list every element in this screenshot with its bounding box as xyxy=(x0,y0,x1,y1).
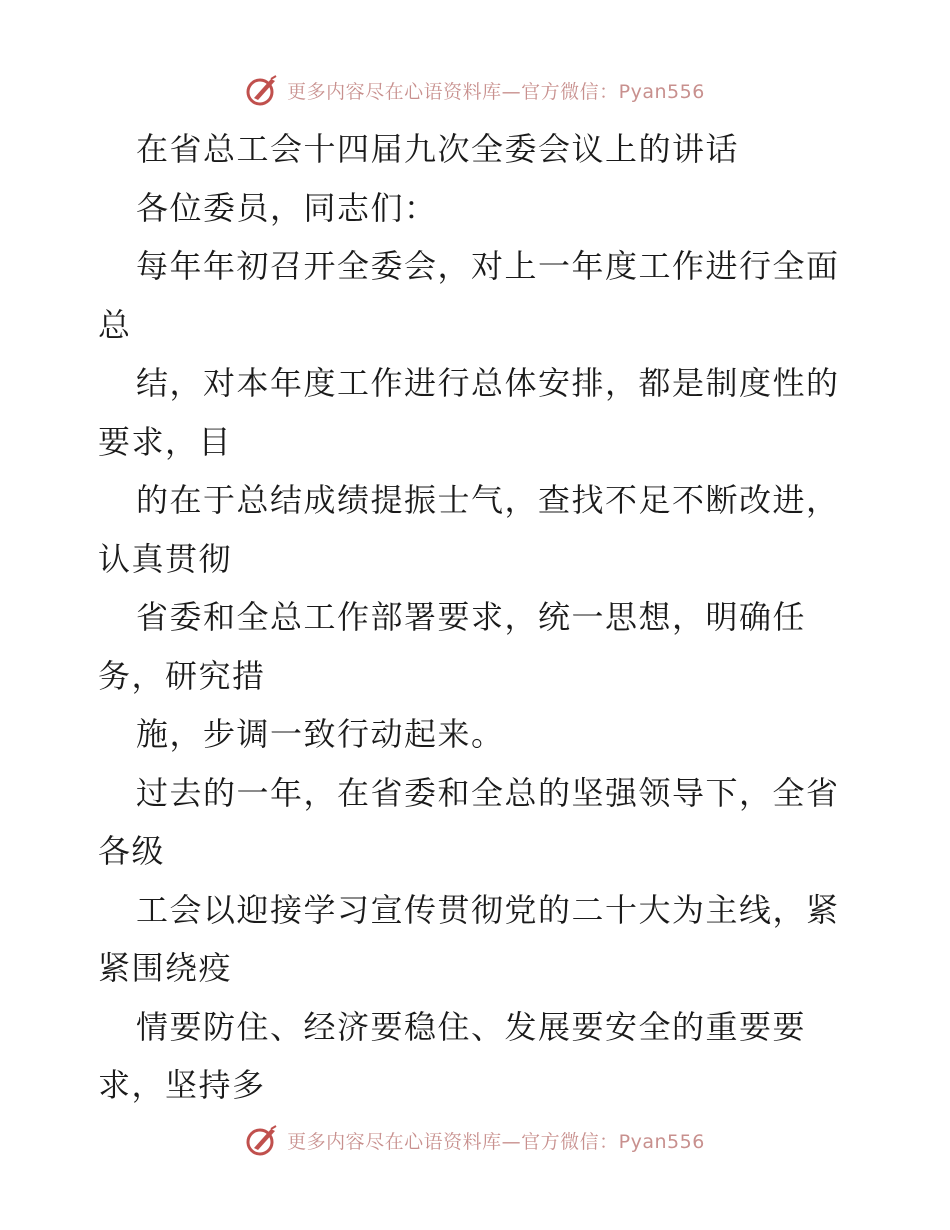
watermark-header xyxy=(0,70,950,110)
text-line: 的在于总结成绩提振士气，查找不足不断改进， xyxy=(136,481,840,519)
text-line: 在省总工会十四届九次全委会议上的讲话 xyxy=(136,130,740,168)
text-line: 求，坚持多 xyxy=(98,1066,266,1104)
text-line: 认真贯彻 xyxy=(98,539,233,578)
text-line: 要求，目 xyxy=(98,422,233,461)
text-line: 紧围绕疫 xyxy=(98,949,233,987)
watermark-text: 更多内容尽在心语资料库—官方微信：Pyan556 xyxy=(287,80,705,103)
text-line: 过去的一年，在省委和全总的坚强领导下，全省 xyxy=(136,773,840,812)
text-line: 总 xyxy=(98,305,132,344)
text-line: 每年年初召开全委会，对上一年度工作进行全面 xyxy=(136,247,840,285)
text-line: 务，研究措 xyxy=(98,656,266,695)
watermark-text: 更多内容尽在心语资料库—官方微信：Pyan556 xyxy=(287,1130,705,1153)
text-line: 各位委员，同志们： xyxy=(136,188,438,227)
document-body xyxy=(98,120,858,1115)
quill-pen-logo-icon xyxy=(245,1123,279,1157)
text-line: 情要防住、经济要稳住、发展要安全的重要要 xyxy=(136,1007,807,1046)
watermark-footer xyxy=(0,1120,950,1160)
text-line: 各级 xyxy=(98,832,166,870)
text-line: 工会以迎接学习宣传贯彻党的二十大为主线，紧 xyxy=(136,890,840,929)
text-line: 结，对本年度工作进行总体安排，都是制度性的 xyxy=(136,364,840,402)
quill-pen-logo-icon xyxy=(245,73,279,107)
text-line: 施，步调一致行动起来。 xyxy=(136,715,505,753)
text-line: 省委和全总工作部署要求，统一思想，明确任 xyxy=(136,598,807,636)
